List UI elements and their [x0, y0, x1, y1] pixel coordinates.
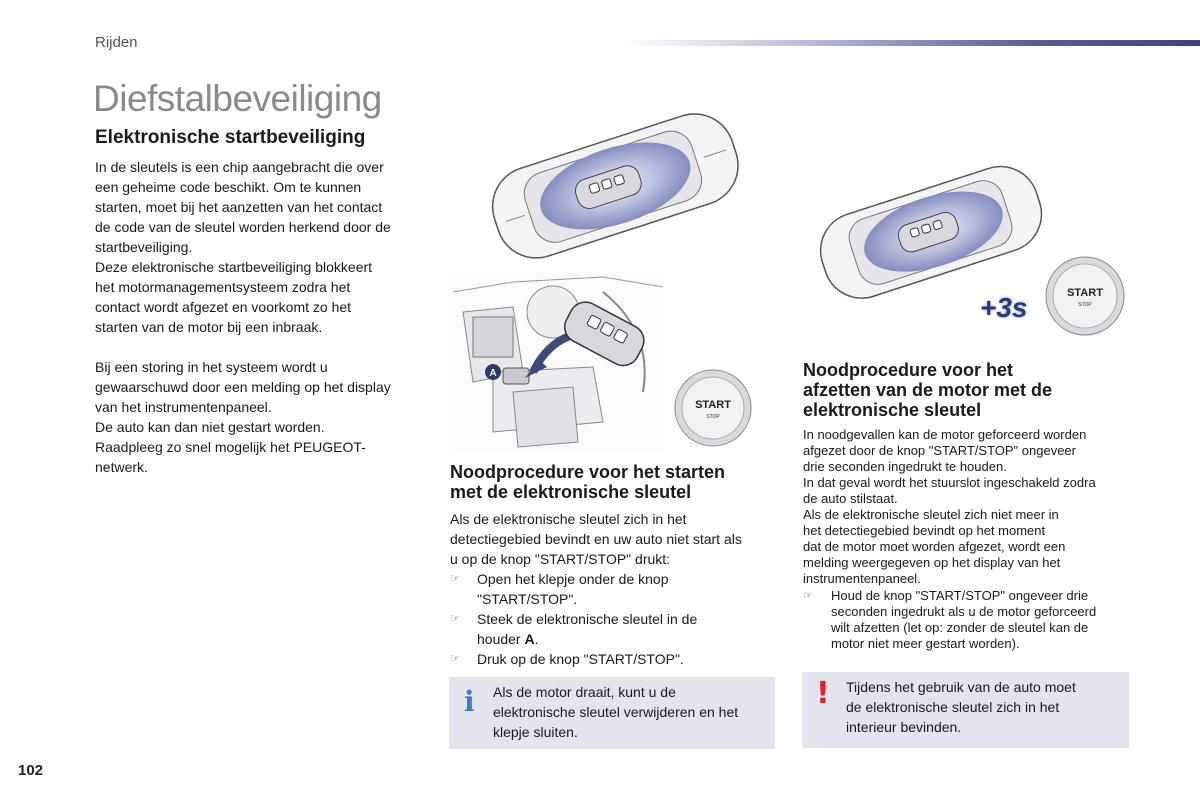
- start-stop-button-illustration: [673, 368, 753, 448]
- page-title: Diefstalbeveiliging: [93, 78, 382, 119]
- pointing-hand-icon: ☞: [450, 573, 460, 585]
- header-bar: [625, 40, 1200, 46]
- pointing-hand-icon: ☞: [450, 653, 460, 665]
- info-note-text: Als de motor draait, kunt u de elektronische sleutel verwijderen en het klepje sluiten.: [493, 684, 739, 740]
- car-stop-illustration: [808, 150, 1063, 305]
- info-icon: i: [464, 685, 475, 718]
- immobiliser-paragraph-2: Bij een storing in het systeem wordt u gewaarschuwd door een melding op het display van het instrumentenpaneel. De auto kan dan niet gestart worden. Raadpleeg zo snel mogelijk het PEUGEOT- netwerk.: [95, 359, 391, 475]
- emergency-stop-heading: Noodprocedure voor het afzetten van de motor met de elektronische sleutel: [803, 360, 1053, 420]
- stop-button-label-2: STOP: [1078, 302, 1092, 308]
- stop-button-label: STOP: [706, 414, 720, 420]
- step-item: [450, 609, 780, 649]
- warning-icon: !: [816, 676, 830, 711]
- start-button-label-2: START: [1067, 287, 1103, 299]
- emergency-start-heading: Noodprocedure voor het starten met de elektronische sleutel: [450, 462, 726, 502]
- warning-note-text: Tijdens het gebruik van de auto moet de elektronische sleutel zich in het interieur bevinden.: [846, 679, 1076, 735]
- page-number: 102: [18, 762, 44, 779]
- pointing-hand-icon: ☞: [450, 613, 460, 625]
- warning-note: [802, 672, 1129, 748]
- step-text-end: .: [534, 631, 539, 647]
- timer-label: +3s: [980, 292, 1028, 323]
- step-text: Open het klepje onder de knop "START/STOP".: [477, 571, 669, 607]
- step-item: [803, 588, 1133, 652]
- car-detection-illustration: [470, 100, 760, 265]
- immobiliser-heading: Elektronische startbeveiliging: [95, 127, 366, 148]
- holder-callout-label: A: [489, 368, 497, 379]
- emergency-stop-text: In noodgevallen kan de motor geforceerd worden afgezet door de knop "START/STOP" ongeveer drie seconden ingedrukt te houden. In dat geval wordt het stuurslot ingeschakeld zodra de auto stilstaat. Als de elektronische sleutel zich niet meer in het detectiegebied bevindt op het moment dat de motor moet worden afgezet, wordt een melding weergegeven op het display van het instrumentenpaneel.: [803, 427, 1096, 586]
- emergency-start-steps: [450, 569, 780, 669]
- info-note: [449, 677, 775, 749]
- immobiliser-paragraph-1: In de sleutels is een chip aangebracht die over een geheime code beschikt. Om te kunnen starten, moet bij het aanzetten van het contact de code van de sleutel worden herkend door de startbeveiliging. Deze elektronische startbeveiliging blokkeert het motormanagementsysteem zodra het contact wordt afgezet en voorkomt zo het starten van de motor bij een inbraak.: [95, 159, 391, 335]
- step-item: [450, 649, 780, 669]
- holder-label: A: [524, 631, 535, 647]
- step-text: Steek de elektronische sleutel in de houder: [477, 611, 698, 647]
- step-text: Houd de knop "START/STOP" ongeveer drie seconden ingedrukt als u de motor geforceerd wilt afzetten (let op: zonder de sleutel kan de motor niet meer gestart worden).: [831, 588, 1097, 651]
- step-item: [450, 569, 780, 609]
- pointing-hand-icon: ☞: [803, 590, 813, 602]
- start-stop-button-illustration-2: [1044, 255, 1126, 337]
- start-button-label: START: [695, 399, 731, 411]
- step-text: Druk op de knop "START/STOP".: [477, 651, 684, 667]
- emergency-start-intro: Als de elektronische sleutel zich in het detectiegebied bevindt en uw auto niet start als u op de knop "START/STOP" drukt:: [450, 511, 742, 567]
- section-label: Rijden: [95, 34, 138, 51]
- emergency-stop-steps: [803, 588, 1133, 652]
- dashboard-key-holder-illustration: [453, 272, 663, 452]
